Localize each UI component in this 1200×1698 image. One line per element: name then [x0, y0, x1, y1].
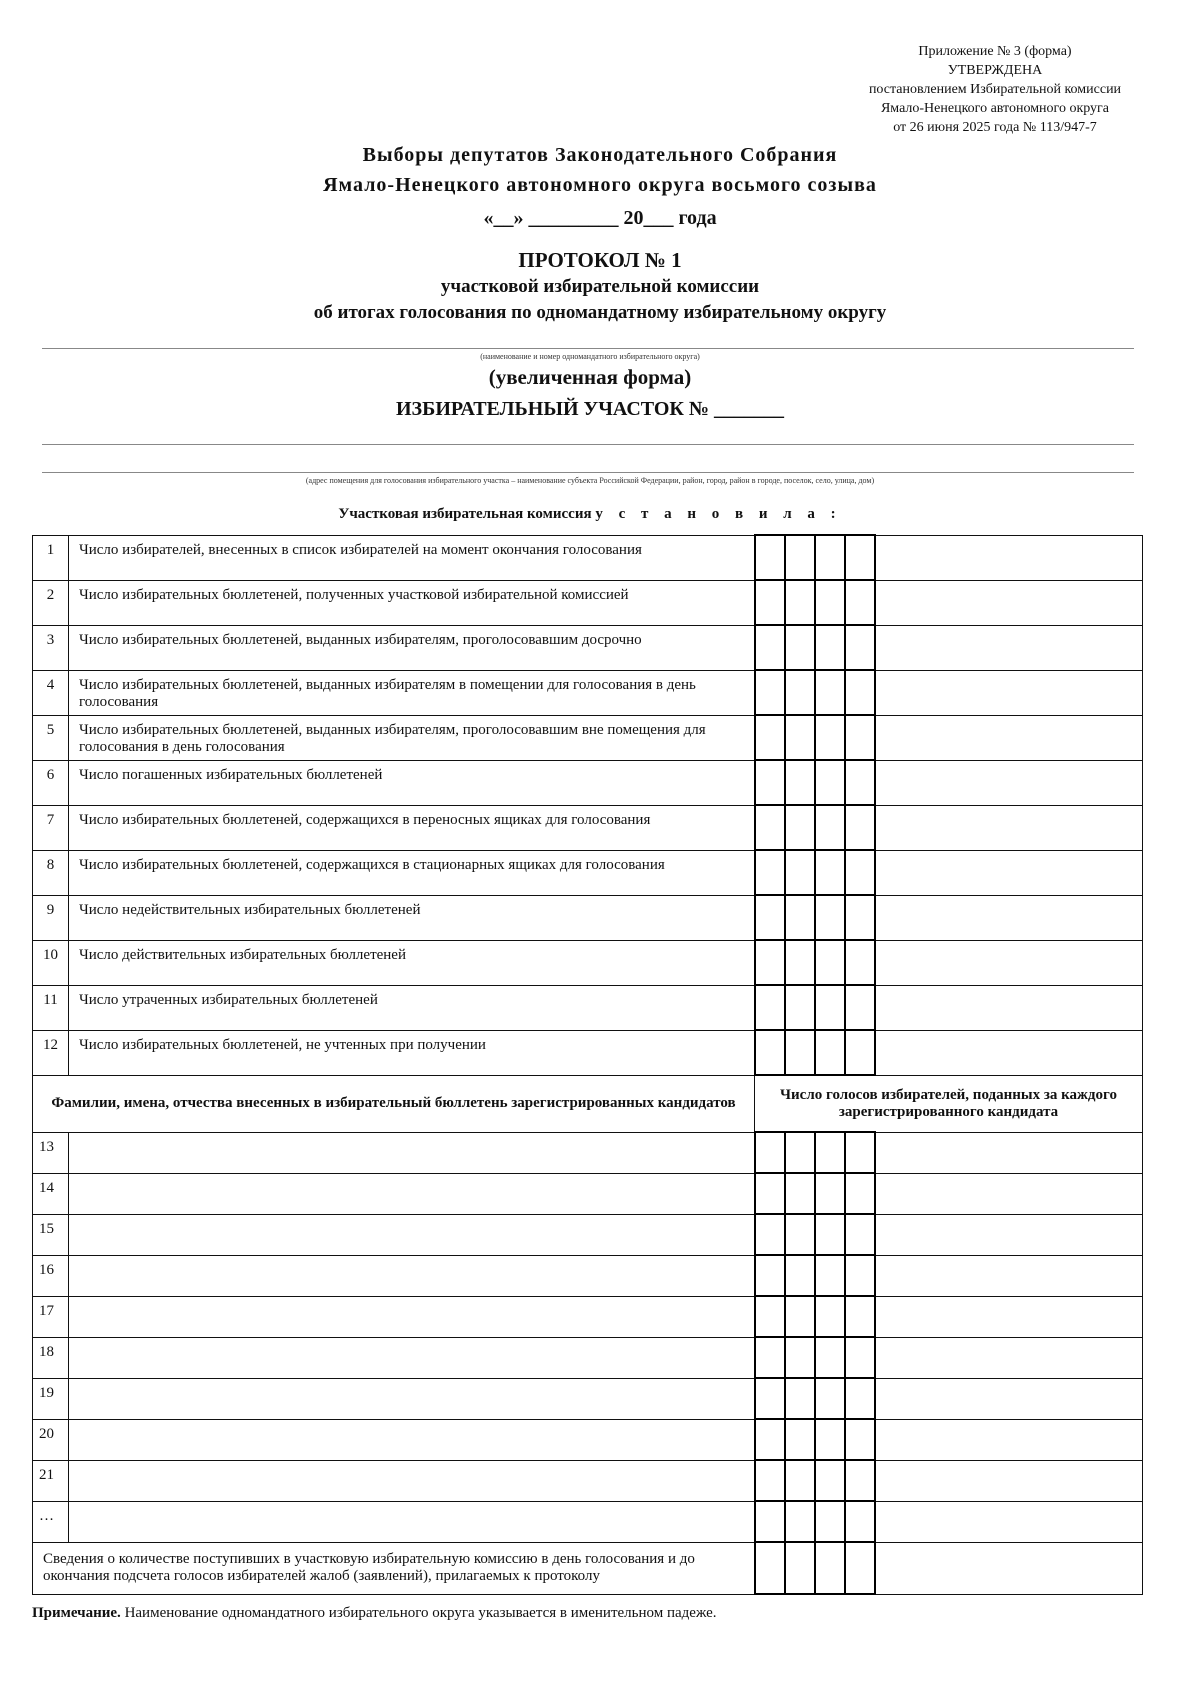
row-label: Число избирательных бюллетеней, выданных избирателям в помещении для голосования в день голосования — [69, 670, 755, 715]
digit-cell[interactable] — [845, 1173, 875, 1214]
digit-cell[interactable] — [845, 940, 875, 985]
row-label: Число погашенных избирательных бюллетеней — [69, 760, 755, 805]
table-row — [33, 895, 1143, 940]
table-row — [33, 1030, 1143, 1075]
table-row — [33, 625, 1143, 670]
digit-cell[interactable] — [815, 850, 845, 895]
digit-cell[interactable] — [755, 985, 785, 1030]
digit-cell[interactable] — [785, 1173, 815, 1214]
digit-cell[interactable] — [785, 670, 815, 715]
candidate-row — [33, 1214, 1143, 1255]
words-cell[interactable] — [875, 1378, 1143, 1419]
protocol-table — [32, 534, 1143, 1595]
digit-cell[interactable] — [755, 805, 785, 850]
digit-cell[interactable] — [755, 895, 785, 940]
complaints-row — [33, 1542, 1143, 1594]
row-number: 11 — [33, 985, 69, 1030]
established-prefix: Участковая избирательная комиссия — [338, 506, 592, 522]
digit-cell[interactable] — [785, 1214, 815, 1255]
words-cell[interactable] — [875, 580, 1143, 625]
enlarged-form-label: (увеличенная форма) — [488, 365, 692, 389]
row-label: Число избирательных бюллетеней, выданных избирателям, проголосовавшим вне помещения для голосования в день голосования — [69, 715, 755, 760]
digit-cell[interactable] — [815, 1173, 845, 1214]
digit-cell[interactable] — [785, 1296, 815, 1337]
row-number: 21 — [33, 1460, 69, 1501]
digit-cell[interactable] — [815, 760, 845, 805]
row-label: Число действительных избирательных бюллетеней — [69, 940, 755, 985]
date-field[interactable]: «__» _________ 20___ года — [483, 207, 717, 229]
digit-cell[interactable] — [845, 805, 875, 850]
row-number: 5 — [33, 715, 69, 760]
row-number: 15 — [33, 1214, 69, 1255]
digit-cell[interactable] — [845, 895, 875, 940]
title-block — [0, 140, 1200, 326]
digit-cell[interactable] — [755, 1419, 785, 1460]
digit-cell[interactable] — [845, 1337, 875, 1378]
digit-cell[interactable] — [845, 1214, 875, 1255]
address-field-line-1[interactable] — [42, 444, 1134, 445]
digit-cell[interactable] — [845, 670, 875, 715]
complaints-words-cell[interactable] — [875, 1542, 1143, 1594]
row-label: Число избирателей, внесенных в список избирателей на момент окончания голосования — [69, 535, 755, 580]
digit-cell[interactable] — [845, 1378, 875, 1419]
table-row — [33, 940, 1143, 985]
digit-cell[interactable] — [755, 1173, 785, 1214]
complaints-label: Сведения о количестве поступивших в участковую избирательную комиссию в день голосования и до окончания подсчета голосов избирателей жалоб (заявлений), прилагаемых к протоколу — [33, 1542, 755, 1594]
note-prefix: Примечание. — [32, 1605, 121, 1621]
digit-cell[interactable] — [785, 895, 815, 940]
district-caption: (наименование и номер одномандатного избирательного округа) — [480, 352, 700, 361]
note — [32, 1605, 717, 1622]
digit-cell[interactable] — [755, 580, 785, 625]
words-cell[interactable] — [875, 1419, 1143, 1460]
approval-line: от 26 июня 2025 года № 113/947-7 — [893, 120, 1097, 135]
digit-cell[interactable] — [785, 1419, 815, 1460]
complaints-digit-cell[interactable] — [815, 1542, 845, 1594]
digit-cell[interactable] — [815, 1378, 845, 1419]
protocol-subtitle-2: об итогах голосования по одномандатному избирательному округу — [313, 302, 887, 323]
digit-cell[interactable] — [755, 1378, 785, 1419]
digit-cell[interactable] — [755, 1132, 785, 1173]
digit-cell[interactable] — [785, 1132, 815, 1173]
complaints-digit-cell[interactable] — [845, 1542, 875, 1594]
digit-cell[interactable] — [755, 715, 785, 760]
words-cell[interactable] — [875, 670, 1143, 715]
election-title: Выборы депутатов Законодательного Собрания — [362, 144, 838, 166]
digit-cell[interactable] — [785, 535, 815, 580]
words-cell[interactable] — [875, 1132, 1143, 1173]
words-cell[interactable] — [875, 1337, 1143, 1378]
digit-cell[interactable] — [755, 625, 785, 670]
approval-line: Ямало-Ненецкого автономного округа — [880, 101, 1110, 116]
row-label: Число избирательных бюллетеней, содержащихся в стационарных ящиках для голосования — [69, 850, 755, 895]
protocol-subtitle: участковой избирательной комиссии — [440, 276, 760, 297]
digit-cell[interactable] — [845, 1501, 875, 1542]
digit-cell[interactable] — [845, 760, 875, 805]
digit-cell[interactable] — [845, 850, 875, 895]
words-cell[interactable] — [875, 850, 1143, 895]
digit-cell[interactable] — [845, 625, 875, 670]
candidate-name-cell[interactable] — [69, 1501, 755, 1542]
digit-cell[interactable] — [785, 1030, 815, 1075]
row-number: 10 — [33, 940, 69, 985]
digit-cell[interactable] — [845, 1255, 875, 1296]
table-row — [33, 760, 1143, 805]
digit-cell[interactable] — [815, 1255, 845, 1296]
candidate-row — [33, 1337, 1143, 1378]
row-number: 16 — [33, 1255, 69, 1296]
digit-cell[interactable] — [755, 940, 785, 985]
digit-cell[interactable] — [785, 940, 815, 985]
digit-cell[interactable] — [815, 805, 845, 850]
digit-cell[interactable] — [815, 1214, 845, 1255]
candidate-row — [33, 1296, 1143, 1337]
digit-cell[interactable] — [845, 1419, 875, 1460]
digit-cell[interactable] — [845, 580, 875, 625]
digit-cell[interactable] — [845, 985, 875, 1030]
row-number: … — [33, 1501, 69, 1542]
words-cell[interactable] — [875, 895, 1143, 940]
digit-cell[interactable] — [845, 535, 875, 580]
words-cell[interactable] — [875, 1296, 1143, 1337]
row-number: 7 — [33, 805, 69, 850]
digit-cell[interactable] — [815, 1030, 845, 1075]
words-cell[interactable] — [875, 805, 1143, 850]
digit-cell[interactable] — [755, 1030, 785, 1075]
row-label: Число избирательных бюллетеней, выданных избирателям, проголосовавшим досрочно — [69, 625, 755, 670]
approval-block — [790, 42, 1200, 137]
digit-cell[interactable] — [815, 580, 845, 625]
digit-cell[interactable] — [785, 1378, 815, 1419]
words-cell[interactable] — [875, 715, 1143, 760]
candidate-name-cell[interactable] — [69, 1173, 755, 1214]
digit-cell[interactable] — [815, 670, 845, 715]
digit-cell[interactable] — [815, 715, 845, 760]
words-cell[interactable] — [875, 1173, 1143, 1214]
candidates-header-row — [33, 1075, 1143, 1132]
row-label: Число утраченных избирательных бюллетеней — [69, 985, 755, 1030]
candidate-name-cell[interactable] — [69, 1419, 755, 1460]
approval-line: постановлением Избирательной комиссии — [868, 82, 1122, 97]
candidates-header-right: Число голосов избирателей, поданных за каждого зарегистрированного кандидата — [755, 1075, 1143, 1132]
candidate-row — [33, 1460, 1143, 1501]
protocol-title: ПРОТОКОЛ № 1 — [518, 248, 682, 272]
table-row — [33, 535, 1143, 580]
words-cell[interactable] — [875, 1255, 1143, 1296]
digit-cell[interactable] — [815, 1460, 845, 1501]
digit-cell[interactable] — [815, 1132, 845, 1173]
district-name-field[interactable] — [42, 348, 1134, 349]
digit-cell[interactable] — [755, 1501, 785, 1542]
digit-cell[interactable] — [785, 985, 815, 1030]
digit-cell[interactable] — [815, 1419, 845, 1460]
words-cell[interactable] — [875, 1460, 1143, 1501]
table-row — [33, 985, 1143, 1030]
digit-cell[interactable] — [755, 670, 785, 715]
digit-cell[interactable] — [815, 1296, 845, 1337]
digit-cell[interactable] — [755, 850, 785, 895]
digit-cell[interactable] — [845, 1460, 875, 1501]
digit-cell[interactable] — [785, 805, 815, 850]
row-number: 20 — [33, 1419, 69, 1460]
candidate-name-cell[interactable] — [69, 1132, 755, 1173]
digit-cell[interactable] — [815, 940, 845, 985]
row-number: 8 — [33, 850, 69, 895]
candidate-name-cell[interactable] — [69, 1255, 755, 1296]
words-cell[interactable] — [875, 760, 1143, 805]
digit-cell[interactable] — [755, 1296, 785, 1337]
digit-cell[interactable] — [845, 1296, 875, 1337]
row-number: 4 — [33, 670, 69, 715]
candidate-row — [33, 1501, 1143, 1542]
established-spaced: у с т а н о в и л а : — [595, 506, 842, 522]
digit-cell[interactable] — [755, 1460, 785, 1501]
row-number: 9 — [33, 895, 69, 940]
candidate-name-cell[interactable] — [69, 1296, 755, 1337]
words-cell[interactable] — [875, 535, 1143, 580]
digit-cell[interactable] — [755, 760, 785, 805]
row-number: 12 — [33, 1030, 69, 1075]
digit-cell[interactable] — [845, 715, 875, 760]
established-heading — [0, 506, 1180, 523]
digit-cell[interactable] — [785, 1460, 815, 1501]
row-label: Число избирательных бюллетеней, содержащихся в переносных ящиках для голосования — [69, 805, 755, 850]
digit-cell[interactable] — [785, 760, 815, 805]
note-text: Наименование одномандатного избирательного округа указывается в именительном падеже. — [120, 1605, 717, 1621]
row-number: 3 — [33, 625, 69, 670]
words-cell[interactable] — [875, 1501, 1143, 1542]
row-number: 1 — [33, 535, 69, 580]
approval-line: УТВЕРЖДЕНА — [947, 63, 1043, 78]
digit-cell[interactable] — [845, 1132, 875, 1173]
candidate-name-cell[interactable] — [69, 1460, 755, 1501]
digit-cell[interactable] — [785, 580, 815, 625]
row-label: Число избирательных бюллетеней, не учтенных при получении — [69, 1030, 755, 1075]
candidates-header-left: Фамилии, имена, отчества внесенных в избирательный бюллетень зарегистрированных кандидатов — [33, 1075, 755, 1132]
row-number: 2 — [33, 580, 69, 625]
digit-cell[interactable] — [785, 625, 815, 670]
digit-cell[interactable] — [755, 1337, 785, 1378]
address-caption: (адрес помещения для голосования избирательного участка – наименование субъекта Российской Федерации, район, город, район в городе, поселок, село, улица, дом) — [305, 476, 875, 485]
row-number: 14 — [33, 1173, 69, 1214]
words-cell[interactable] — [875, 940, 1143, 985]
approval-line: Приложение № 3 (форма) — [918, 44, 1072, 59]
table-row — [33, 850, 1143, 895]
digit-cell[interactable] — [815, 1501, 845, 1542]
table-row — [33, 715, 1143, 760]
candidate-row — [33, 1173, 1143, 1214]
table-row — [33, 805, 1143, 850]
complaints-digit-cell[interactable] — [755, 1542, 785, 1594]
table-row — [33, 670, 1143, 715]
candidate-name-cell[interactable] — [69, 1337, 755, 1378]
digit-cell[interactable] — [785, 1255, 815, 1296]
row-number: 18 — [33, 1337, 69, 1378]
election-title-2: Ямало-Ненецкого автономного округа восьмого созыва — [323, 174, 877, 196]
row-label: Число недействительных избирательных бюллетеней — [69, 895, 755, 940]
precinct-number-field[interactable]: ИЗБИРАТЕЛЬНЫЙ УЧАСТОК № _______ — [395, 398, 784, 420]
row-number: 17 — [33, 1296, 69, 1337]
candidate-name-cell[interactable] — [69, 1378, 755, 1419]
candidate-row — [33, 1255, 1143, 1296]
words-cell[interactable] — [875, 1214, 1143, 1255]
digit-cell[interactable] — [755, 1214, 785, 1255]
digit-cell[interactable] — [815, 625, 845, 670]
candidate-name-cell[interactable] — [69, 1214, 755, 1255]
digit-cell[interactable] — [785, 715, 815, 760]
row-label: Число избирательных бюллетеней, полученных участковой избирательной комиссией — [69, 580, 755, 625]
words-cell[interactable] — [875, 625, 1143, 670]
digit-cell[interactable] — [755, 535, 785, 580]
digit-cell[interactable] — [845, 1030, 875, 1075]
digit-cell[interactable] — [815, 1337, 845, 1378]
candidate-row — [33, 1378, 1143, 1419]
digit-cell[interactable] — [785, 850, 815, 895]
digit-cell[interactable] — [815, 985, 845, 1030]
digit-cell[interactable] — [785, 1501, 815, 1542]
words-cell[interactable] — [875, 1030, 1143, 1075]
complaints-digit-cell[interactable] — [785, 1542, 815, 1594]
row-number: 6 — [33, 760, 69, 805]
table-row — [33, 580, 1143, 625]
candidate-row — [33, 1132, 1143, 1173]
digit-cell[interactable] — [785, 1337, 815, 1378]
address-field-line-2[interactable] — [42, 472, 1134, 473]
digit-cell[interactable] — [755, 1255, 785, 1296]
digit-cell[interactable] — [815, 895, 845, 940]
words-cell[interactable] — [875, 985, 1143, 1030]
candidate-row — [33, 1419, 1143, 1460]
row-number: 19 — [33, 1378, 69, 1419]
digit-cell[interactable] — [815, 535, 845, 580]
row-number: 13 — [33, 1132, 69, 1173]
